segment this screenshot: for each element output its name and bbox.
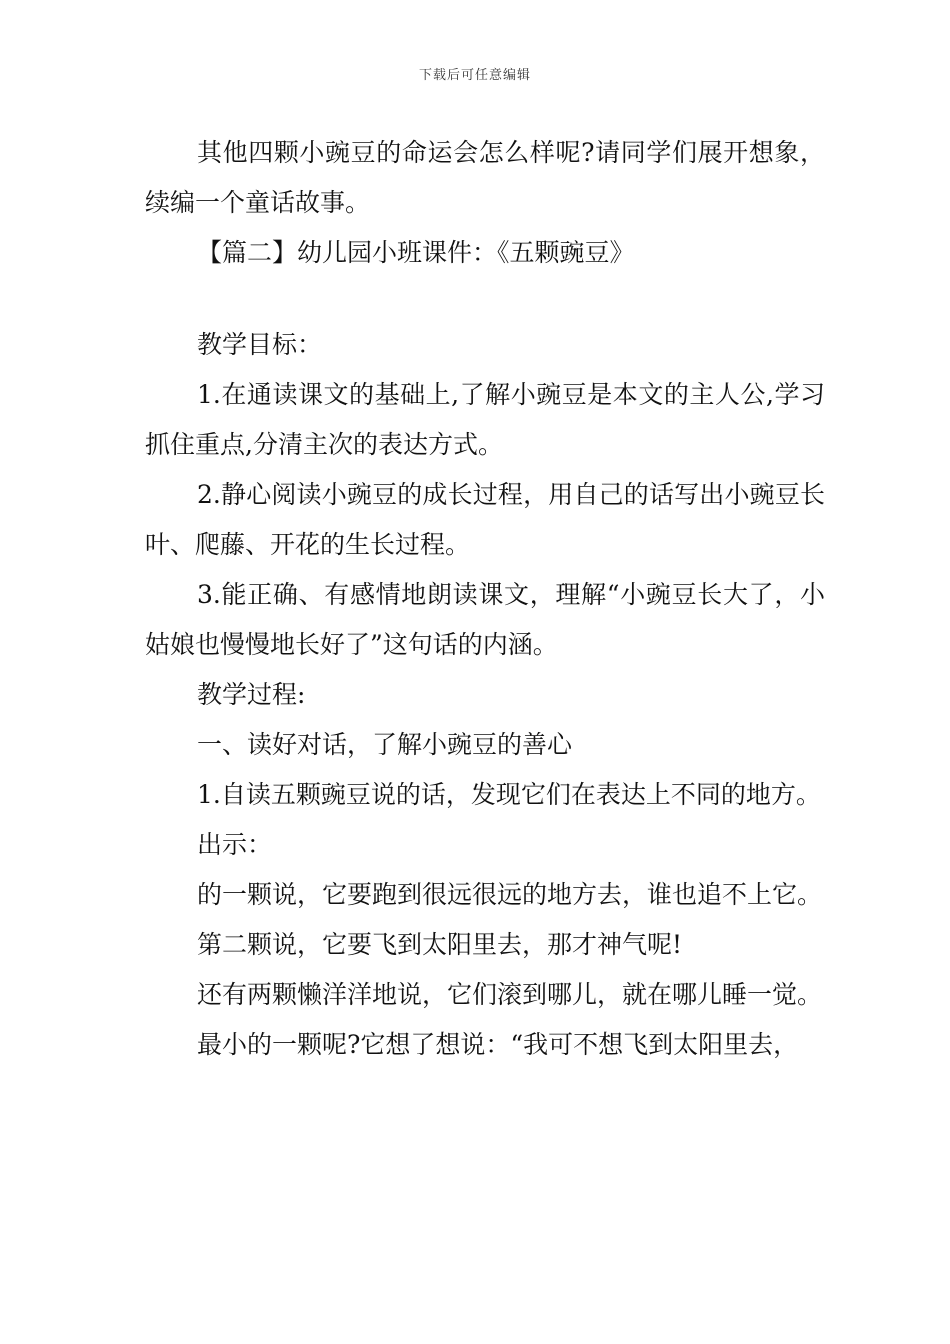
- paragraph-story-prompt: 其他四颗小豌豆的命运会怎么样呢?请同学们展开想象，续编一个童话故事。: [145, 138, 825, 217]
- pea-quote-2: 第二颗说，它要飞到太阳里去，那才神气呢!: [197, 930, 683, 959]
- subheading-goals: 教学目标：: [197, 330, 323, 359]
- goal-item-1: 1.在通读课文的基础上,了解小豌豆是本文的主人公,学习抓住重点,分清主次的表达方式。: [145, 380, 825, 459]
- blank-gap: [145, 278, 825, 320]
- process-item-1: 1.自读五颗豌豆说的话，发现它们在表达上不同的地方。: [197, 780, 821, 809]
- pea-quote-4: 最小的一颗呢?它想了想说：“我可不想飞到太阳里去，: [197, 1030, 799, 1059]
- pea-quote-1: 的一颗说，它要跑到很远很远的地方去，谁也追不上它。: [197, 880, 823, 909]
- process-step-heading: 一、读好对话，了解小豌豆的善心: [197, 730, 573, 759]
- page-header: 下载后可任意编辑: [418, 68, 531, 83]
- goal-item-3: 3.能正确、有感情地朗读课文，理解“小豌豆长大了，小姑娘也慢慢地长好了”这句话的内涵。: [145, 580, 825, 659]
- document-body: [145, 128, 825, 1070]
- subheading-process: 教学过程:: [197, 680, 306, 709]
- goal-item-2: 2.静心阅读小豌豆的成长过程，用自己的话写出小豌豆长叶、爬藤、开花的生长过程。: [145, 480, 825, 559]
- section-heading: 【篇二】幼儿园小班课件：《五颗豌豆》: [197, 238, 635, 267]
- pea-quote-3: 还有两颗懒洋洋地说，它们滚到哪儿，就在哪儿睡一觉。: [197, 980, 823, 1009]
- label-show: 出示：: [197, 830, 273, 859]
